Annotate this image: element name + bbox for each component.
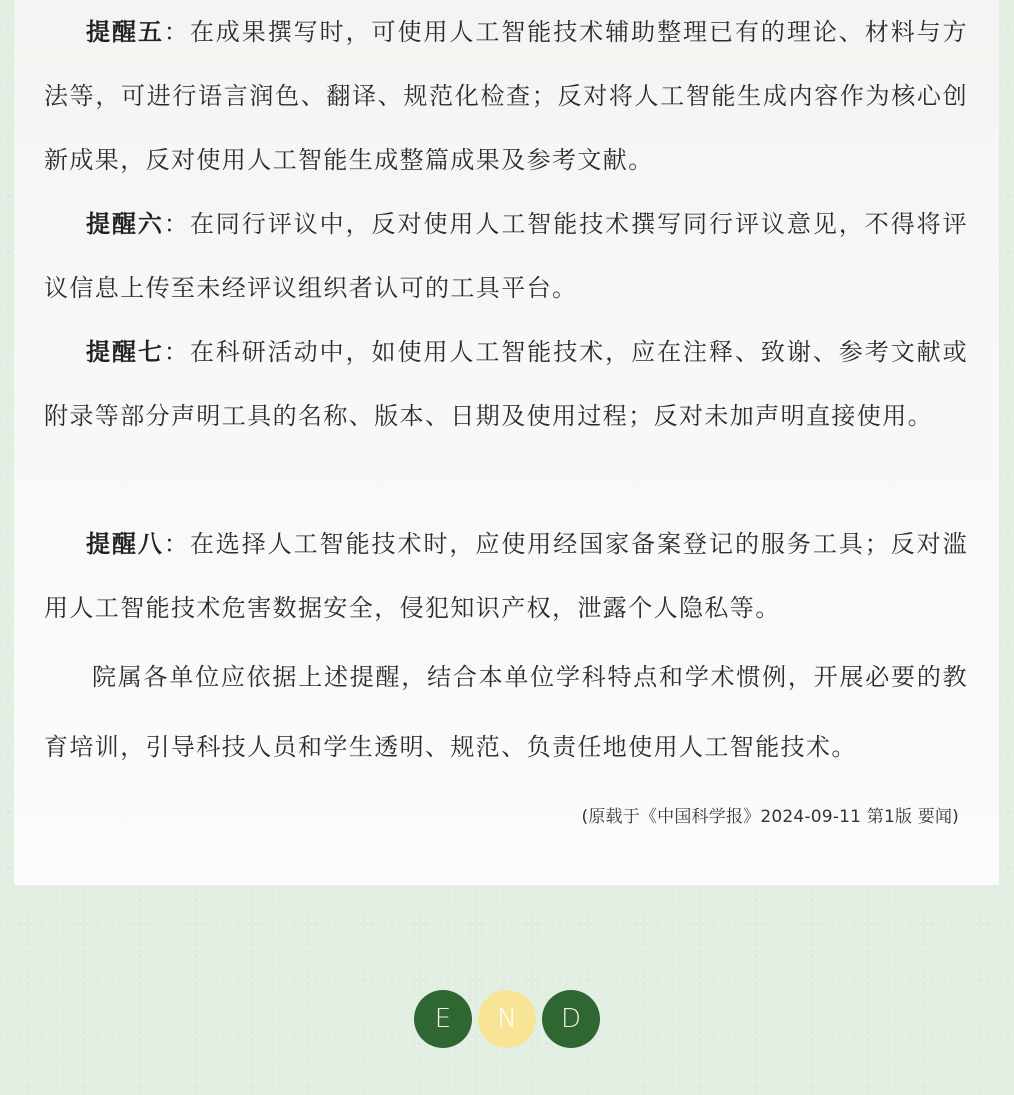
reminder-paragraph-7 — [44, 320, 968, 448]
reminder-label: 提醒八 — [86, 530, 164, 558]
reminder-label: 提醒五 — [86, 18, 164, 46]
end-letter-d: D — [542, 990, 600, 1048]
reminder-text: 在选择人工智能技术时，应使用经国家备案登记的服务工具；反对滥用人工智能技术危害数据安全，侵犯知识产权，泄露个人隐私等。 — [44, 530, 969, 622]
reminder-text: 在成果撰写时，可使用人工智能技术辅助整理已有的理论、材料与方法等，可进行语言润色、翻译、规范化检查；反对将人工智能生成内容作为核心创新成果，反对使用人工智能生成整篇成果及参考文献。 — [44, 18, 969, 174]
end-badge — [414, 990, 602, 1048]
reminder-separator: ： — [163, 18, 190, 46]
reminder-separator: ： — [163, 210, 190, 238]
reminder-separator: ： — [163, 338, 190, 366]
end-letter-n: N — [478, 990, 536, 1048]
reminder-paragraph-6 — [44, 192, 968, 320]
closing-paragraph: 院属各单位应依据上述提醒，结合本单位学科特点和学术惯例，开展必要的教育培训，引导科技人员和学生透明、规范、负责任地使用人工智能技术。 — [44, 663, 968, 761]
reminder-text: 在科研活动中，如使用人工智能技术，应在注释、致谢、参考文献或附录等部分声明工具的名称、版本、日期及使用过程；反对未加声明直接使用。 — [44, 338, 969, 430]
reminder-paragraph-8 — [44, 512, 968, 640]
source-citation: (原载于《中国科学报》2024-09-11 第1版 要闻) — [581, 807, 959, 827]
reminder-text: 在同行评议中，反对使用人工智能技术撰写同行评议意见，不得将评议信息上传至未经评议组织者认可的工具平台。 — [44, 210, 969, 302]
reminder-label: 提醒七 — [86, 338, 164, 366]
article-card — [14, 0, 999, 885]
reminder-separator: ： — [163, 530, 190, 558]
end-letter-e: E — [414, 990, 472, 1048]
reminder-label: 提醒六 — [86, 210, 164, 238]
reminder-paragraph-5 — [44, 0, 968, 192]
